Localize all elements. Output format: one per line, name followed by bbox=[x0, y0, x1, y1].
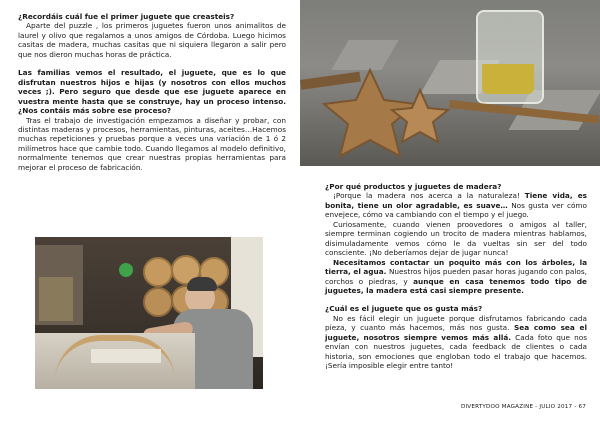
answer-favorite-toy bbox=[325, 314, 587, 371]
answer-contact-bold: Necesitamos contactar un poquito más con los árboles, la tierra, el agua. bbox=[325, 257, 587, 277]
answer-why-wood-bold: Tiene vida, es bonita, tiene un olor agradable, es suave… bbox=[325, 191, 587, 210]
answer-why-wood bbox=[325, 191, 587, 219]
answer-why-wood-lead: ¡Porque la madera nos acerca a la naturaleza! bbox=[333, 191, 525, 201]
answer-providers: Curiosamente, cuando vienen proovedores o amigos al taller, siempre terminan cogiendo un trocito de madera mientras hablamos, disimuladamente vemos cómo le da vueltas sin ser del todo consciente. ¡No deberíamos dejar de jugar nunca! bbox=[325, 219, 587, 258]
question-favorite-toy: ¿Cuál es el juguete que os gusta más? bbox=[325, 304, 483, 314]
answer-why-wood-rest: Nos gusta ver cómo envejece, cómo va cambiando con el tiempo y el juego. bbox=[325, 200, 587, 220]
answer-favorite-rest: Cada foto que nos envían con nuestros juguetes, cada feedback de clientes o cada historia, son emociones que engloban todo el trabajo que hacemos. ¡Sería imposible elegir entre tanto! bbox=[325, 332, 587, 371]
photo-wooden-stars bbox=[300, 0, 600, 166]
wooden-star-icon bbox=[300, 60, 600, 166]
answer-contact-mid: Nuestros hijos pueden pasar horas jugando con palos, corchos o piedras, y bbox=[325, 267, 587, 286]
page-footer: DIVERTYDOO MAGAZINE - JULIO 2017 - 67 bbox=[460, 404, 586, 410]
photo-workshop bbox=[35, 237, 263, 389]
question-process: Las familias vemos el resultado, el juguete, que es lo que disfrutan nuestros hijos e hijas (y nosotros con ellos muchos veces ;). Pero seguro que desde que ese juguete aparece en vuestra mente hasta que se construye, hay un proceso intenso. ¿Nos contáis más sobre ese proceso? bbox=[18, 68, 286, 116]
question-why-wood: ¿Por qué productos y juguetes de madera? bbox=[325, 182, 502, 191]
right-text-column bbox=[325, 182, 587, 371]
left-text-column bbox=[18, 12, 286, 172]
answer-first-toy: Aparte del puzzle , los primeros juguetes fueron unos animalitos de laurel y olivo que regalamos a unos amigos de Córdoba. Luego hicimos casitas de madera, muchas casitas que ni siquiera llegaron a salir pero que nos dieron muchas horas de práctica. bbox=[18, 21, 286, 59]
answer-contact-nature bbox=[325, 258, 587, 296]
answer-process: Tras el trabajo de investigación empezamos a diseñar y probar, con distintas maderas y procesos, herramientas, pinturas, aceites…Hacemos muchas repeticiones y pruebas porque a veces una variación de 1 ó 2 milímetros hace que cambie todo. Cuando llegamos al modelo definitivo, normalmente tenemos que crear nuestras propias herramientas para mejorar el proceso de fabricación. bbox=[18, 115, 286, 172]
question-first-toy: ¿Recordáis cuál fue el primer juguete que creasteis? bbox=[18, 12, 235, 21]
answer-favorite-lead: No es fácil elegir un juguete porque disfrutamos fabricando cada pieza, y cuanto más hacemos, más nos gusta. bbox=[325, 313, 587, 333]
answer-contact-bold-2: aunque en casa tenemos todo tipo de juguetes, la madera está casi siempre presente. bbox=[325, 276, 587, 295]
answer-favorite-bold: Sea como sea el juguete, nosotros siempre vemos más allá. bbox=[325, 323, 588, 342]
